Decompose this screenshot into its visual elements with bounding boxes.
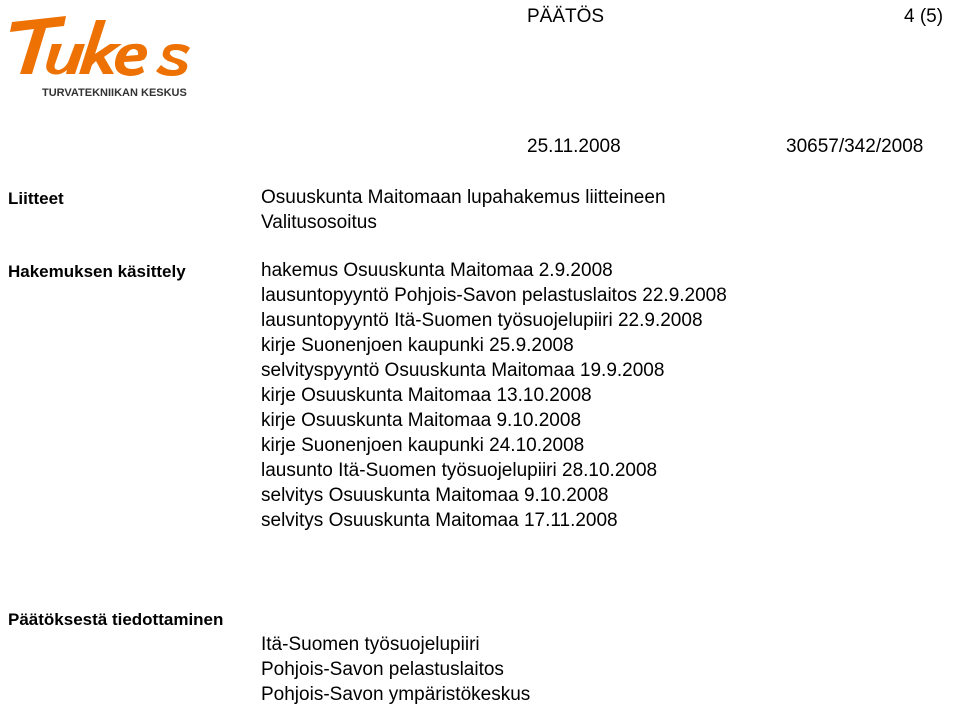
list-item: kirje Osuuskunta Maitomaa 9.10.2008 — [261, 410, 582, 431]
processing-label: Hakemuksen käsittely — [8, 262, 186, 281]
list-item: Pohjois-Savon ympäristökeskus — [261, 684, 531, 705]
list-item: hakemus Osuuskunta Maitomaa 2.9.2008 — [261, 260, 613, 281]
list-item: kirje Osuuskunta Maitomaa 13.10.2008 — [261, 385, 592, 406]
tukes-logo — [6, 4, 206, 104]
list-item: Osuuskunta Maitomaan lupahakemus liitteineen — [261, 187, 666, 208]
list-item: selvityspyyntö Osuuskunta Maitomaa 19.9.2008 — [261, 360, 665, 381]
tukes-logo-graphic — [6, 4, 206, 104]
attachments-label: Liitteet — [8, 189, 64, 208]
list-item: lausunto Itä-Suomen työsuojelupiiri 28.10.2008 — [261, 460, 658, 481]
list-item: kirje Suonenjoen kaupunki 25.9.2008 — [261, 335, 574, 356]
list-item: selvitys Osuuskunta Maitomaa 17.11.2008 — [261, 510, 618, 531]
page-number: 4 (5) — [904, 6, 944, 27]
list-item: Valitusosoitus — [261, 212, 377, 233]
list-item: Itä-Suomen työsuojelupiiri — [261, 634, 480, 655]
list-item: Pohjois-Savon pelastuslaitos — [261, 659, 504, 680]
document-date: 25.11.2008 — [527, 136, 621, 157]
notification-list — [261, 632, 530, 707]
notification-label: Päätöksestä tiedottaminen — [8, 610, 224, 629]
attachments-list — [261, 185, 666, 235]
list-item: selvitys Osuuskunta Maitomaa 9.10.2008 — [261, 485, 609, 506]
document-type: PÄÄTÖS — [527, 6, 605, 27]
list-item: lausuntopyyntö Itä-Suomen työsuojelupiiri 22.9.2008 — [261, 310, 703, 331]
list-item: kirje Suonenjoen kaupunki 24.10.2008 — [261, 435, 585, 456]
logo-tagline: TURVATEKNIIKAN KESKUS — [42, 87, 187, 99]
list-item: lausuntopyyntö Pohjois-Savon pelastuslaitos 22.9.2008 — [261, 285, 727, 306]
document-reference: 30657/342/2008 — [786, 136, 924, 157]
processing-list — [261, 258, 727, 533]
